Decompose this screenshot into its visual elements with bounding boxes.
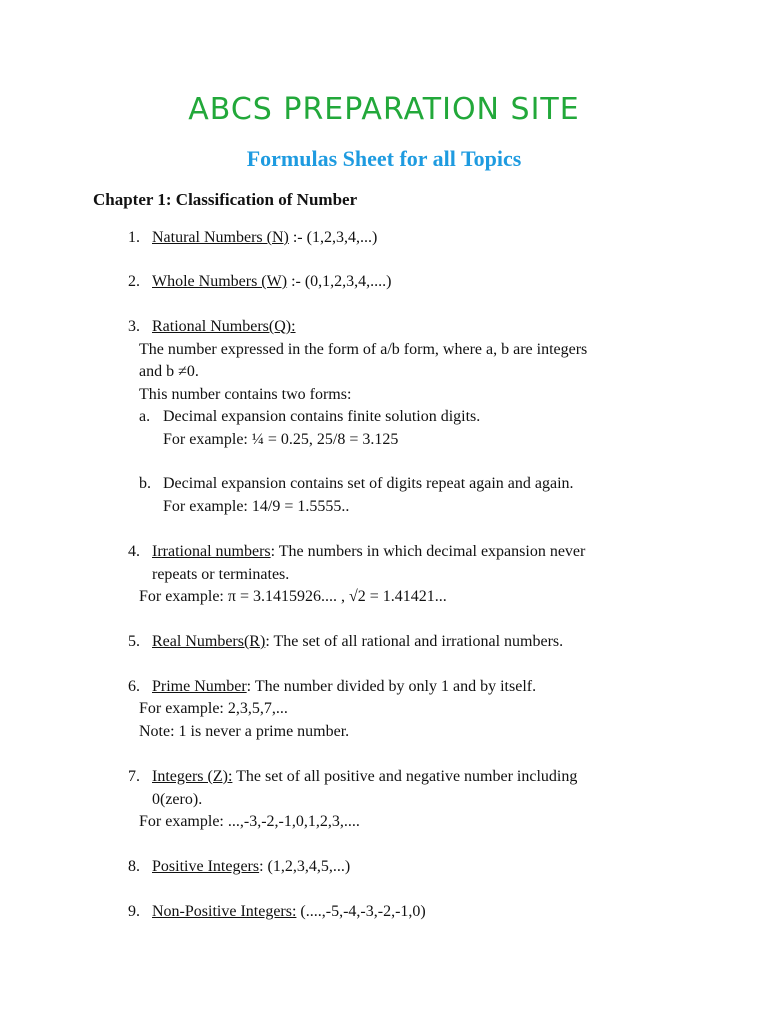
- example-line: For example: ¼ = 0.25, 25/8 = 3.125: [163, 431, 399, 448]
- list-item-9: [128, 902, 426, 922]
- sub-item-a: [139, 407, 480, 427]
- item-text: : The set of all rational and irrational numbers.: [265, 633, 564, 650]
- item-number: 4.: [128, 543, 140, 560]
- site-title: ABCS PREPARATION SITE: [188, 92, 580, 127]
- item-term: Rational Numbers(Q):: [152, 318, 296, 335]
- item-number: 3.: [128, 318, 140, 335]
- list-item-2: [128, 272, 392, 292]
- item-number: 5.: [128, 633, 140, 650]
- example-line: For example: 2,3,5,7,...: [139, 700, 288, 717]
- item-text: : The numbers in which decimal expansion never: [270, 543, 586, 560]
- continuation-line: 0(zero).: [152, 791, 203, 808]
- example-line: For example: 14/9 = 1.5555..: [163, 498, 350, 515]
- list-item-6: [128, 677, 536, 697]
- item-term: Positive Integers: [152, 858, 260, 875]
- list-item-7: [128, 767, 577, 787]
- example-line: For example: π = 3.1415926.... , √2 = 1.41421...: [139, 588, 447, 605]
- item-number: 8.: [128, 858, 140, 875]
- item-term: Irrational numbers: [152, 543, 271, 560]
- sub-item-text: Decimal expansion contains set of digits repeat again and again.: [163, 475, 574, 492]
- item-text: (....,-5,-4,-3,-2,-1,0): [296, 903, 426, 920]
- example-line: For example: ...,-3,-2,-1,0,1,2,3,....: [139, 813, 360, 830]
- list-item-1: [128, 228, 377, 248]
- item-term: Non-Positive Integers:: [152, 903, 297, 920]
- note-line: Note: 1 is never a prime number.: [139, 723, 350, 740]
- item-term: Natural Numbers (N): [152, 229, 289, 246]
- item-text: The set of all positive and negative number including: [232, 768, 578, 785]
- item-number: 6.: [128, 678, 140, 695]
- list-item-5: [128, 632, 563, 652]
- item-term: Integers (Z):: [152, 768, 233, 785]
- continuation-line: repeats or terminates.: [152, 566, 290, 583]
- item-term: Prime Number: [152, 678, 247, 695]
- sub-item-b: [139, 474, 574, 494]
- sub-item-text: Decimal expansion contains finite solution digits.: [163, 408, 481, 425]
- page-subtitle: Formulas Sheet for all Topics: [246, 146, 522, 171]
- paragraph-line: This number contains two forms:: [139, 386, 352, 403]
- paragraph-line: The number expressed in the form of a/b form, where a, b are integers: [139, 341, 588, 358]
- item-number: 2.: [128, 273, 140, 290]
- list-item-8: [128, 857, 350, 877]
- list-item-4: [128, 542, 585, 562]
- item-text: :- (1,2,3,4,...): [288, 229, 378, 246]
- item-text: :- (0,1,2,3,4,....): [287, 273, 392, 290]
- item-number: 9.: [128, 903, 140, 920]
- item-term: Whole Numbers (W): [152, 273, 288, 290]
- item-term: Real Numbers(R): [152, 633, 266, 650]
- item-text: : (1,2,3,4,5,...): [259, 858, 351, 875]
- item-number: 7.: [128, 768, 140, 785]
- paragraph-line: and b ≠0.: [139, 363, 199, 380]
- item-text: : The number divided by only 1 and by itself.: [246, 678, 537, 695]
- item-number: 1.: [128, 229, 140, 246]
- sub-item-label: b.: [139, 475, 151, 492]
- sub-item-label: a.: [139, 408, 151, 425]
- list-item-3: [128, 317, 296, 337]
- chapter-heading: Chapter 1: Classification of Number: [93, 190, 358, 209]
